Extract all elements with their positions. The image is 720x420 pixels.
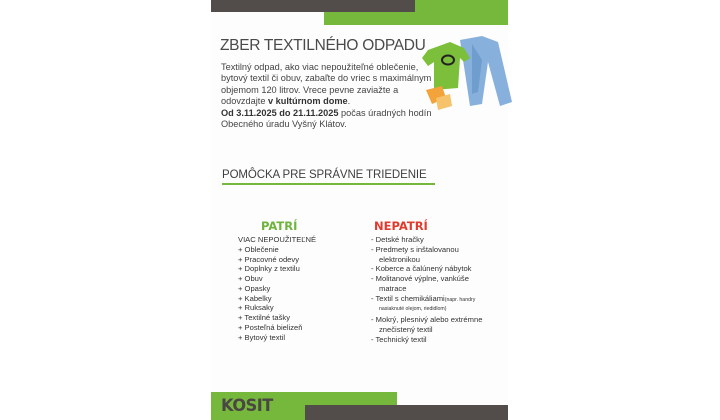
intro-text-part: počas úradných hodín <box>338 107 432 118</box>
list-item: + Doplnky z textilu <box>238 264 300 274</box>
list-item: + Posteľná bielizeň <box>238 322 303 332</box>
date-range-text: Od 3.11.2025 do 21.11.2025 <box>221 107 339 118</box>
guide-title-underline <box>222 183 435 185</box>
list-item-continuation: matrace <box>379 283 407 293</box>
intro-line: Textilný odpad, ako viac nepoužiteľné oblečenie, <box>221 62 419 72</box>
intro-text <box>221 62 461 130</box>
intro-text-part: odovzdajte <box>221 96 268 107</box>
footer-dark-bar <box>305 405 508 420</box>
list-item: + Obuv <box>238 274 263 283</box>
list-item-continuation: elektronikou <box>379 254 420 264</box>
list-item: + Opasky <box>238 283 271 293</box>
location-text: v kultúrnom dome <box>268 96 348 107</box>
list-item: - Predmety s inštalovanou <box>371 244 459 254</box>
list-item-text: - Textil s chemikáliami <box>371 293 445 303</box>
list-item: + Textilné tašky <box>238 313 290 322</box>
list-item: + Bytový textil <box>238 332 286 342</box>
intro-line: bytový textil či obuv, zabaľte do vriec s maximálnym <box>221 73 432 84</box>
list-item: + Kabelky <box>238 293 272 303</box>
list-item <box>371 294 482 306</box>
header-green-bar <box>324 12 508 25</box>
list-item: - Technický textil <box>371 334 427 344</box>
intro-line: Obecného úradu Vyšný Klátov. <box>221 119 347 130</box>
intro-line: objemom 120 litrov. Vrece pevne zaviažte a <box>221 84 399 95</box>
page-title: ZBER TEXTILNÉHO ODPADU <box>220 37 426 54</box>
intro-line <box>221 96 461 107</box>
list-item: + Pracovné odevy <box>238 254 299 264</box>
list-item: - Molitanové výplne, vankúše <box>371 274 469 283</box>
belongs-heading: PATRÍ <box>261 219 298 233</box>
kosit-logo: KOSIT <box>221 396 273 416</box>
intro-text-part: . <box>347 96 351 107</box>
not-belongs-list <box>371 235 482 344</box>
list-item-note: (napr. handry <box>444 296 476 303</box>
list-item-note: nasiaknuté olejom, riedidlom) <box>379 306 447 313</box>
list-item: + Oblečenie <box>238 244 279 254</box>
list-item: - Detské hračky <box>371 235 424 244</box>
list-item: - Koberce a čalúnený nábytok <box>371 264 472 274</box>
not-belongs-heading: NEPATRÍ <box>374 219 428 233</box>
list-item: - Mokrý, plesnivý alebo extrémne <box>371 315 483 324</box>
list-item: + Ruksaky <box>238 303 274 313</box>
intro-line <box>221 108 461 119</box>
header-dark-bar <box>211 0 415 12</box>
list-item: VIAC NEPOUŽITEĽNÉ <box>238 235 317 244</box>
list-item-continuation: znečistený textil <box>379 324 433 334</box>
guide-title: POMÔCKA PRE SPRÁVNE TRIEDENIE <box>222 169 427 181</box>
belongs-list <box>238 235 316 342</box>
header-green-bar-top <box>415 0 508 12</box>
